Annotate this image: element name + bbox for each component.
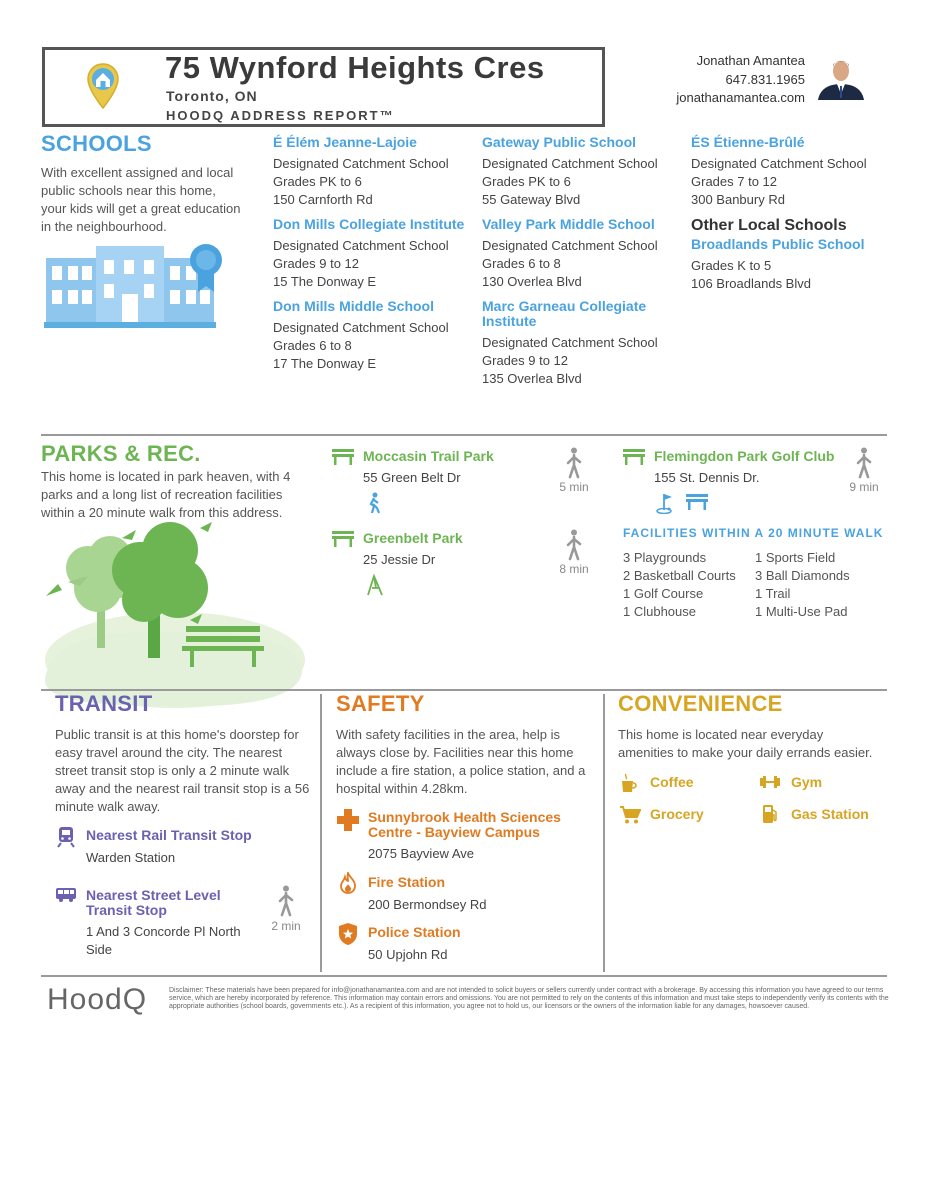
school-grades: Grades 7 to 12 — [691, 174, 777, 189]
school-type: Designated Catchment School — [273, 156, 449, 171]
playground-swing-icon — [366, 574, 384, 596]
walking-person-icon — [564, 447, 584, 479]
parks-heading-rec: & REC. — [124, 441, 201, 466]
school-item — [691, 237, 891, 293]
other-schools-heading: Other Local Schools — [691, 217, 847, 234]
school-type: Designated Catchment School — [482, 238, 658, 253]
school-type: Designated Catchment School — [482, 156, 658, 171]
facility-item: 1 Sports Field — [755, 550, 836, 565]
facility-item: 3 Playgrounds — [623, 550, 707, 565]
park-name[interactable]: Greenbelt Park — [363, 530, 463, 546]
fire-station-address: 200 Bermondsey Rd — [368, 897, 487, 912]
school-item — [482, 217, 682, 291]
school-name[interactable]: Valley Park Middle School — [482, 216, 655, 232]
school-item — [482, 135, 682, 209]
school-name[interactable]: Don Mills Collegiate Institute — [273, 216, 465, 232]
bus-icon — [55, 887, 77, 903]
fire-flame-icon — [340, 872, 356, 894]
school-name[interactable]: Gateway Public School — [482, 134, 637, 150]
bench-icon — [623, 449, 645, 465]
transit-heading: TRANSIT — [55, 691, 153, 716]
school-address: 106 Broadlands Blvd — [691, 276, 811, 291]
rail-stop-label: Nearest Rail Transit Stop — [86, 827, 252, 843]
walk-time: 9 min — [849, 480, 879, 494]
school-type: Designated Catchment School — [482, 335, 658, 350]
section-divider — [41, 434, 887, 436]
walk-time: 2 min — [271, 919, 301, 933]
schools-column-2 — [482, 135, 682, 396]
school-name[interactable]: É Élém Jeanne-Lajoie — [273, 134, 417, 150]
safety-heading: SAFETY — [336, 691, 425, 716]
golf-flag-icon — [656, 492, 676, 514]
walking-person-icon — [854, 447, 874, 479]
parks-intro: This home is located in park heaven, with 4 parks and a long list of recreation facilities within a 20 minute walk from this address. — [41, 469, 291, 520]
school-name[interactable]: ÉS Étienne-Brûlé — [691, 134, 805, 150]
school-item — [482, 299, 682, 388]
grocery-label[interactable]: Grocery — [650, 806, 704, 822]
park-address: 25 Jessie Dr — [363, 552, 436, 567]
bench-icon — [332, 449, 354, 465]
school-address: 55 Gateway Blvd — [482, 192, 581, 207]
footer-divider — [41, 975, 887, 977]
school-item — [273, 299, 473, 373]
school-address: 150 Carnforth Rd — [273, 192, 373, 207]
fire-station-name[interactable]: Fire Station — [368, 874, 446, 890]
school-grades: Grades 9 to 12 — [482, 353, 568, 368]
property-city: Toronto, ON — [166, 88, 258, 104]
column-divider — [603, 694, 605, 972]
walk-time: 5 min — [559, 480, 589, 494]
coffee-label[interactable]: Coffee — [650, 774, 694, 790]
dumbbell-icon — [759, 775, 781, 789]
train-icon — [57, 826, 75, 848]
rail-stop-name[interactable]: Warden Station — [86, 850, 176, 865]
coffee-cup-icon — [621, 773, 637, 793]
school-item — [273, 217, 473, 291]
school-grades: Grades 6 to 8 — [273, 338, 352, 353]
school-address: 130 Overlea Blvd — [482, 274, 582, 289]
bench-icon — [332, 531, 354, 547]
school-item — [691, 135, 891, 209]
street-stop-name[interactable]: 1 And 3 Concorde Pl North Side — [86, 924, 241, 957]
walking-person-icon — [564, 529, 584, 561]
school-grades: Grades K to 5 — [691, 258, 772, 273]
agent-contact — [676, 52, 805, 108]
school-address: 15 The Donway E — [273, 274, 377, 289]
facility-item: 1 Clubhouse — [623, 604, 696, 619]
police-badge-icon — [338, 922, 358, 946]
schools-column-1 — [273, 135, 473, 381]
street-stop-label: Nearest Street Level Transit Stop — [86, 887, 221, 918]
school-address: 17 The Donway E — [273, 356, 377, 371]
park-address: 155 St. Dennis Dr. — [654, 470, 760, 485]
school-grades: Grades 6 to 8 — [482, 256, 561, 271]
gym-label[interactable]: Gym — [791, 774, 823, 790]
walking-person-icon — [276, 885, 296, 917]
disclaimer-text: Disclaimer: These materials have been prepared for info@jonathanamantea.com and are not intended to solicit buyers or sellers currently under contract with a brokerage. By accessing this information you have agreed to our terms service, which are hereby incorporated by reference. This information may contain errors and omissions. You are not permitted to rely on the contents of this information and must take steps to independently verify its contents with the appropriate authorities (school boards, governments etc.). As a recipient of this information, you agree not to hold us, our licensors or the owners of the information liable for any damages, howsoever caused. — [169, 987, 889, 1010]
running-person-icon — [366, 492, 382, 514]
facilities-heading: FACILITIES WITHIN A 20 MINUTE WALK — [623, 526, 884, 540]
school-building-icon — [44, 238, 226, 330]
schools-column-3 — [691, 135, 891, 301]
facility-item: 3 Ball Diamonds — [755, 568, 850, 583]
hospital-address: 2075 Bayview Ave — [368, 846, 474, 861]
school-grades: Grades PK to 6 — [273, 174, 362, 189]
parks-heading — [41, 441, 201, 467]
gas-station-label[interactable]: Gas Station — [791, 806, 869, 822]
property-address: 75 Wynford Heights Cres — [165, 50, 545, 85]
school-type: Designated Catchment School — [273, 320, 449, 335]
park-address: 55 Green Belt Dr — [363, 470, 461, 485]
agent-avatar — [814, 54, 868, 100]
parks-heading-main: PARKS — [41, 441, 118, 466]
facility-item: 1 Golf Course — [623, 586, 704, 601]
school-address: 300 Banbury Rd — [691, 192, 785, 207]
agent-name: Jonathan Amantea — [696, 53, 805, 68]
house-pin-icon — [86, 62, 120, 110]
convenience-heading: CONVENIENCE — [618, 691, 783, 716]
school-type: Designated Catchment School — [691, 156, 867, 171]
school-name[interactable]: Broadlands Public School — [691, 236, 865, 252]
police-station-name[interactable]: Police Station — [368, 924, 461, 940]
schools-intro: With excellent assigned and local public schools near this home, your kids will get a great education in the neighbourhood. — [41, 165, 241, 234]
school-item — [273, 135, 473, 209]
report-title: HOODQ ADDRESS REPORT™ — [166, 108, 395, 123]
walk-time: 8 min — [559, 562, 589, 576]
shopping-cart-icon — [619, 806, 641, 824]
gas-pump-icon — [762, 803, 778, 825]
column-divider — [320, 694, 322, 972]
facility-item: 1 Multi-Use Pad — [755, 604, 848, 619]
facility-item: 2 Basketball Courts — [623, 568, 736, 583]
park-trees-illustration — [40, 520, 305, 710]
school-type: Designated Catchment School — [273, 238, 449, 253]
hospital-cross-icon — [337, 809, 359, 831]
park-name[interactable]: Moccasin Trail Park — [363, 448, 494, 464]
schools-heading: SCHOOLS — [41, 131, 152, 156]
police-station-address: 50 Upjohn Rd — [368, 947, 448, 962]
agent-phone[interactable]: 647.831.1965 — [725, 71, 805, 87]
transit-intro: Public transit is at this home's doorstep for easy travel around the city. The nearest street transit stop is only a 2 minute walk away and the nearest rail transit stop is a 56 minute walk away. — [55, 727, 310, 814]
park-name[interactable]: Flemingdon Park Golf Club — [654, 448, 835, 464]
school-name[interactable]: Marc Garneau Collegiate Institute — [482, 298, 647, 329]
facility-item: 1 Trail — [755, 586, 791, 601]
convenience-intro: This home is located near everyday amenities to make your daily errands easier. — [618, 727, 873, 760]
school-address: 135 Overlea Blvd — [482, 371, 582, 386]
school-grades: Grades PK to 6 — [482, 174, 571, 189]
school-grades: Grades 9 to 12 — [273, 256, 359, 271]
safety-intro: With safety facilities in the area, help is always close by. Facilities near this home include a fire station, a police station, and a hospital within 4.28km. — [336, 727, 586, 796]
school-name[interactable]: Don Mills Middle School — [273, 298, 434, 314]
bench-blue-icon — [686, 494, 708, 510]
agent-website[interactable]: jonathanamantea.com — [676, 90, 805, 105]
facilities-column-2 — [755, 549, 850, 621]
hospital-name[interactable]: Sunnybrook Health Sciences Centre - Bayview Campus — [368, 809, 561, 840]
facilities-column-1 — [623, 549, 736, 621]
hoodq-logo: HoodQ — [47, 983, 148, 1016]
